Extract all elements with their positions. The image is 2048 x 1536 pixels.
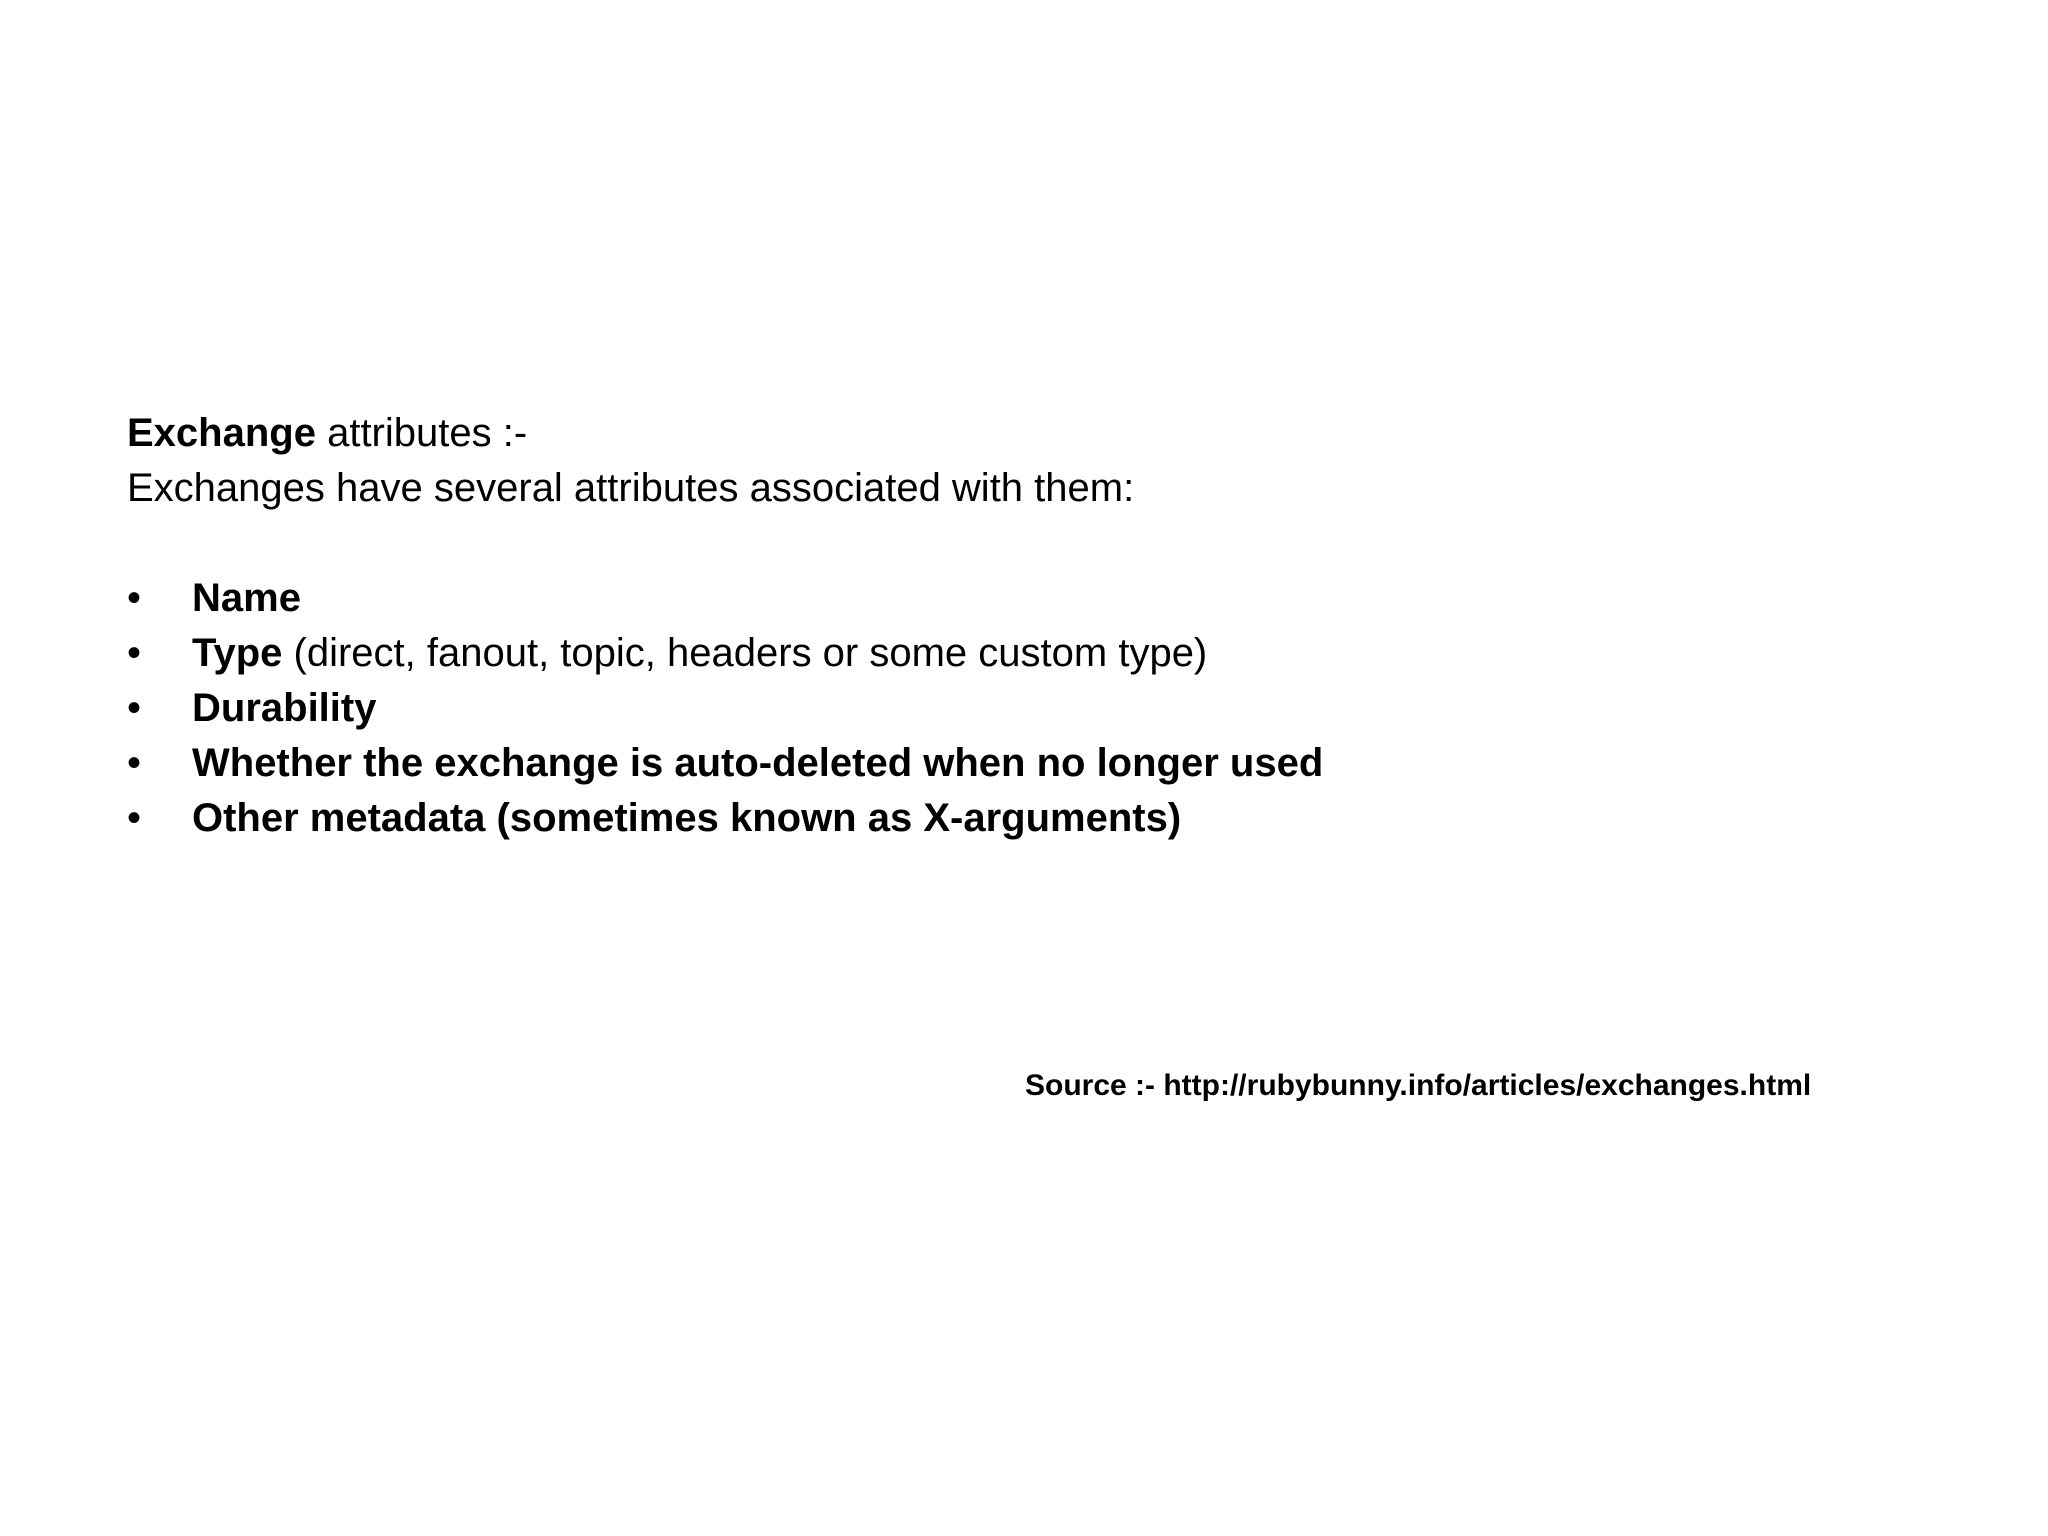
bullet-icon: •	[127, 686, 142, 730]
list-item	[127, 791, 1323, 846]
attribute-list	[127, 571, 1323, 846]
list-item-bold: Type	[192, 631, 283, 675]
bullet-icon: •	[127, 631, 142, 675]
list-item	[127, 736, 1323, 791]
bullet-icon: •	[127, 796, 142, 840]
list-item-bold: Name	[192, 576, 301, 620]
title-rest-text: attributes :-	[315, 411, 528, 455]
list-item-bold: Other metadata (sometimes known as X-arguments)	[192, 796, 1182, 840]
bullet-icon: •	[127, 741, 142, 785]
source-citation: Source :- http://rubybunny.info/articles/exchanges.html	[1025, 1069, 1812, 1102]
list-item	[127, 626, 1323, 681]
bullet-icon: •	[127, 576, 142, 620]
list-item	[127, 571, 1323, 626]
title-bold-text: Exchange	[127, 411, 316, 455]
list-item-bold: Whether the exchange is auto-deleted when no longer used	[192, 741, 1324, 785]
intro-text: Exchanges have several attributes associated with them:	[127, 466, 1135, 510]
list-item-bold: Durability	[192, 686, 377, 730]
slide-title	[127, 406, 1134, 461]
list-item-normal: (direct, fanout, topic, headers or some custom type)	[282, 631, 1208, 675]
list-item	[127, 681, 1323, 736]
heading-block	[127, 406, 1134, 516]
